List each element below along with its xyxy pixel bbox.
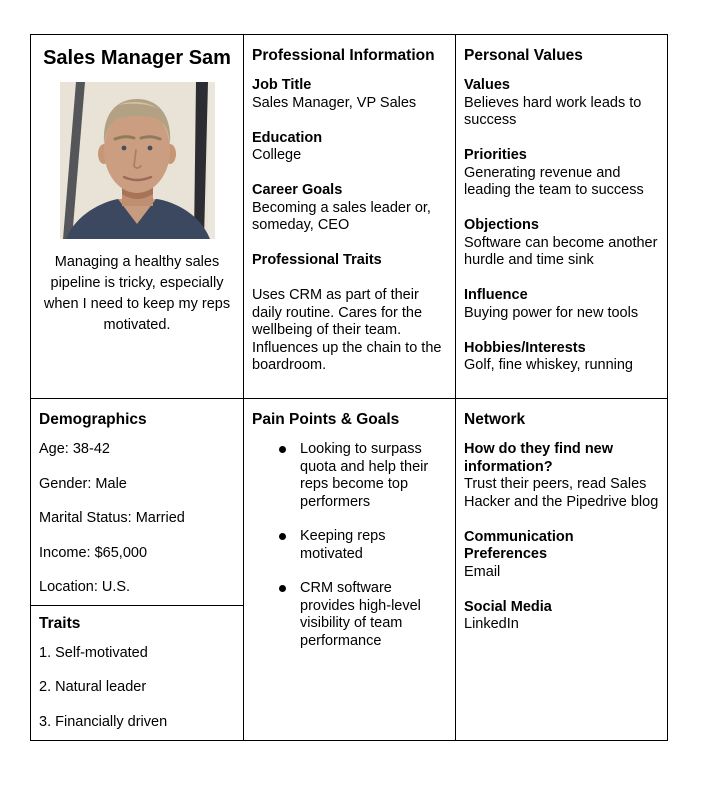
career-goals-section — [252, 182, 447, 235]
education-label: Education — [252, 129, 323, 146]
objections-section — [464, 217, 659, 270]
social-media-section — [464, 599, 659, 634]
traits-heading: Traits — [39, 614, 81, 632]
values-value: Believes hard work leads to success — [464, 94, 642, 128]
demographic-location: Location: U.S. — [39, 579, 131, 595]
social-media-value: LinkedIn — [464, 616, 519, 632]
hobbies-interests-label: Hobbies/Interests — [464, 339, 586, 356]
pain-point-item: Looking to surpass quota and help their reps become top performers — [252, 441, 447, 511]
professional-information-cell — [243, 35, 455, 398]
persona-photo — [60, 82, 215, 239]
pain-point-item: CRM software provides high-level visibility of team performance — [252, 580, 447, 650]
objections-label: Objections — [464, 217, 539, 233]
personal-values-cell — [455, 35, 667, 398]
priorities-value: Generating revenue and leading the team to success — [464, 164, 644, 198]
communication-preferences-value: Email — [464, 563, 501, 580]
trait-item: 3. Financially driven — [39, 713, 168, 730]
professional-information-heading: Professional Information — [252, 47, 435, 64]
pain-points-goals-heading: Pain Points & Goals — [252, 411, 400, 428]
education-value: College — [252, 147, 302, 163]
career-goals-label: Career Goals — [252, 182, 343, 198]
find-information-section — [464, 441, 659, 511]
demographic-marital-status: Marital Status: Married — [39, 510, 185, 526]
communication-preferences-label: Communication Preferences — [464, 528, 574, 562]
professional-traits-section — [252, 252, 447, 270]
profile-cell — [31, 35, 243, 398]
influence-section — [464, 287, 659, 322]
professional-traits-label: Professional Traits — [252, 252, 382, 268]
objections-value: Software can become another hurdle and time sink — [464, 234, 658, 268]
career-goals-value: Becoming a sales leader or, someday, CEO — [252, 199, 431, 233]
pain-points-list — [252, 441, 447, 650]
values-section — [464, 77, 659, 130]
influence-value: Buying power for new tools — [464, 304, 639, 321]
traits-list — [39, 645, 235, 732]
traits-section — [31, 605, 243, 732]
headshot-illustration — [60, 82, 215, 239]
demographic-age: Age: 38-42 — [39, 441, 110, 457]
persona-quote: Managing a healthy sales pipeline is tricky, especially when I need to keep my reps motivated. — [43, 254, 231, 333]
network-cell — [455, 398, 667, 740]
hobbies-interests-value: Golf, fine whiskey, running — [464, 357, 633, 373]
priorities-label: Priorities — [464, 147, 527, 163]
education-section — [252, 130, 447, 165]
social-media-label: Social Media — [464, 598, 552, 615]
pain-point-item: Keeping reps motivated — [252, 528, 447, 563]
demographics-list — [39, 441, 235, 597]
trait-item: 2. Natural leader — [39, 679, 147, 695]
persona-name: Sales Manager Sam — [43, 47, 231, 69]
demographic-gender: Gender: Male — [39, 475, 127, 492]
demographic-income: Income: $65,000 — [39, 544, 148, 561]
demographics-heading: Demographics — [39, 411, 147, 428]
values-label: Values — [464, 77, 510, 93]
personal-values-heading: Personal Values — [464, 47, 583, 64]
find-information-label: How do they find new information? — [464, 441, 614, 475]
network-heading: Network — [464, 411, 526, 428]
job-title-label: Job Title — [252, 77, 312, 93]
priorities-section — [464, 147, 659, 200]
persona-card — [30, 34, 668, 741]
find-information-value: Trust their peers, read Sales Hacker and the Pipedrive blog — [464, 476, 659, 510]
influence-label: Influence — [464, 287, 528, 303]
hobbies-interests-section — [464, 340, 659, 375]
demographics-cell — [31, 398, 243, 740]
pain-points-goals-cell — [243, 398, 455, 740]
trait-item: 1. Self-motivated — [39, 644, 148, 661]
job-title-section — [252, 77, 447, 112]
communication-preferences-section — [464, 529, 659, 582]
professional-traits-value: Uses CRM as part of their daily routine. Cares for the wellbeing of their team. Influences up the chain to the boardroom. — [252, 287, 442, 373]
job-title-value: Sales Manager, VP Sales — [252, 94, 417, 111]
